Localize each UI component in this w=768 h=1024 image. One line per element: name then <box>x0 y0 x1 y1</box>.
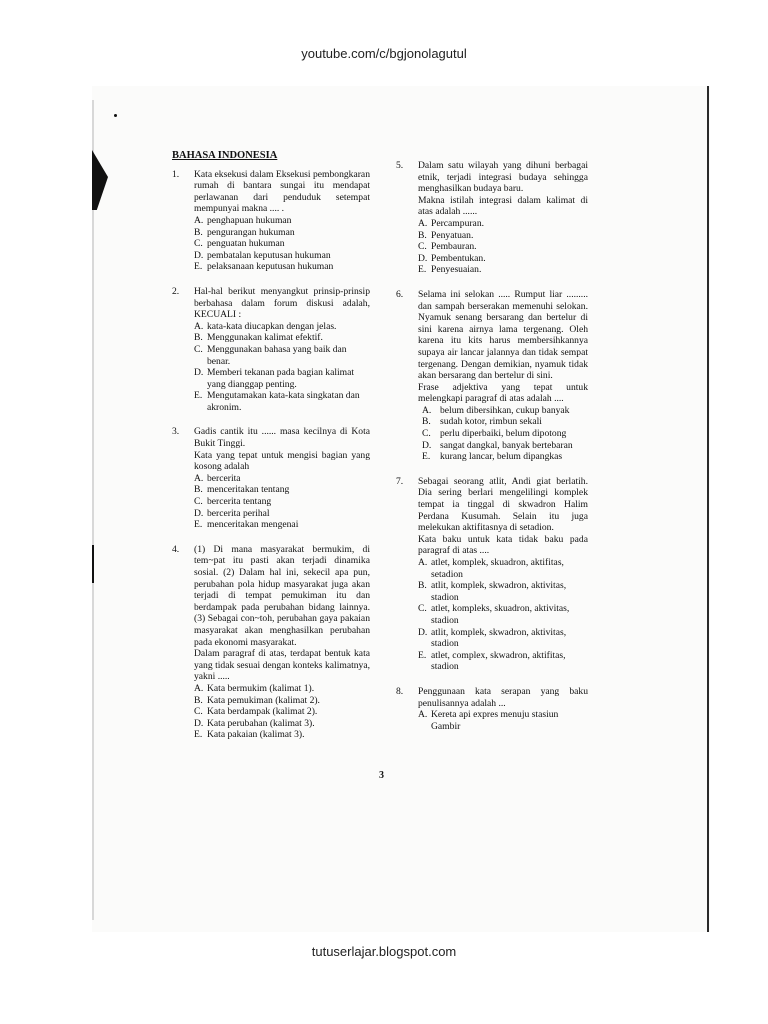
option-text: bercerita tentang <box>207 496 272 508</box>
page-edge-right <box>707 86 709 932</box>
question-body <box>194 426 370 530</box>
option-text: bercerita <box>207 472 241 484</box>
option-letter: B. <box>194 332 203 344</box>
question-item <box>172 286 370 414</box>
option-list <box>418 709 588 732</box>
page-number: 3 <box>379 770 384 781</box>
option-letter: B. <box>418 580 427 592</box>
stem-paragraph: Penggunaan kata serapan yang baku penulisannya adalah ... <box>418 685 588 709</box>
option-item <box>418 264 588 276</box>
option-letter: C. <box>418 603 427 615</box>
question-body <box>194 286 370 414</box>
option-text: belum dibersihkan, cukup banyak <box>440 404 570 416</box>
option-item <box>194 706 370 718</box>
option-text: penghapuan hukuman <box>207 214 292 226</box>
option-item <box>418 451 588 463</box>
option-item <box>418 557 588 580</box>
stem-paragraph: (1) Di mana masyarakat bermukim, di tem~pat itu pasti akan terjadi dinamika sosial. (2) Dalam hal ini, sekecil apa pun, perubahan pola hidup masyarakat juga akan terjadi di tempat pemukiman itu dan berdampak pada perubahan bidang lainnya. (3) Sebagai con~toh, perubahan gaya pakaian masyarakat akan menghasilkan perubahan pada ekonomi masyarakat. <box>194 543 370 648</box>
option-text: perlu diperbaiki, belum dipotong <box>440 428 567 440</box>
question-item <box>172 544 370 741</box>
question-item <box>172 169 370 273</box>
option-text: sangat dangkal, banyak bertebaran <box>440 439 573 451</box>
question-item <box>172 426 370 530</box>
option-letter: E. <box>194 261 203 273</box>
option-letter: A. <box>418 557 428 568</box>
option-text: Pembauran. <box>431 241 477 253</box>
question-number: 2. <box>172 285 180 297</box>
option-letter: D. <box>418 626 428 638</box>
option-item <box>194 683 370 695</box>
question-item <box>396 289 588 463</box>
option-letter: B. <box>422 416 431 428</box>
question-list-right <box>396 160 588 732</box>
option-list <box>194 473 370 531</box>
right-column <box>396 160 588 745</box>
option-item <box>418 253 588 265</box>
option-text: Memberi tekanan pada bagian kalimat yang dianggap penting. <box>207 367 355 390</box>
option-item <box>194 508 370 520</box>
option-text: atlet, kompleks, skuadron, aktivitas, stadion <box>431 603 570 626</box>
stem-paragraph: Dalam satu wilayah yang dihuni berbagai etnik, terjadi integrasi budaya sehingga menghasilkan budaya baru. <box>418 160 588 195</box>
option-text: atlet, complex, skwadron, aktifitas, stadion <box>431 649 566 673</box>
question-stem <box>194 426 370 472</box>
option-text: Kata pakaian (kalimat 3). <box>207 729 305 741</box>
option-letter: D. <box>194 249 204 261</box>
question-stem <box>418 476 588 557</box>
option-list <box>418 218 588 276</box>
option-item <box>418 580 588 603</box>
option-list <box>194 321 370 414</box>
ink-mark-margin <box>92 545 94 583</box>
option-item <box>418 709 588 732</box>
option-letter: C. <box>194 343 203 355</box>
option-letter: A. <box>418 217 428 229</box>
option-item <box>194 695 370 707</box>
question-stem <box>418 686 588 709</box>
question-body <box>418 686 588 732</box>
option-item <box>194 261 370 273</box>
stem-paragraph: Makna istilah integrasi dalam kalimat di atas adalah ...... <box>418 194 588 218</box>
stem-paragraph: Sebagai seorang atlit, Andi giat berlatih. Dia sering berlari mengelilingi komplek tempat ia tinggal di skwadron Halim Perdana Kusumah. Selain itu juga melekukan aktifitasnya di setadion. <box>418 475 588 534</box>
question-number: 6. <box>396 288 404 300</box>
option-text: menceritakan tentang <box>207 484 290 496</box>
option-item <box>194 321 370 333</box>
option-item <box>418 405 588 417</box>
question-list-left <box>172 169 370 741</box>
option-letter: A. <box>194 682 204 694</box>
question-number: 8. <box>396 685 404 697</box>
option-letter: E. <box>418 649 427 661</box>
option-letter: E. <box>418 264 427 276</box>
option-text: atlet, komplek, skuadron, aktifitas, setadion <box>431 557 564 580</box>
option-list <box>418 557 588 673</box>
option-letter: A. <box>418 709 428 721</box>
option-letter: D. <box>418 252 428 264</box>
option-item <box>194 519 370 531</box>
option-item <box>418 650 588 673</box>
question-stem <box>194 286 370 321</box>
option-item <box>194 332 370 344</box>
option-item <box>418 218 588 230</box>
option-list <box>194 215 370 273</box>
option-list <box>418 405 588 463</box>
option-text: Penyesuaian. <box>431 264 482 276</box>
option-text: Kereta api expres menuju stasiun Gambir <box>431 709 559 732</box>
option-letter: C. <box>194 496 203 508</box>
option-text: Kata bermukim (kalimat 1). <box>207 682 315 694</box>
option-text: sudah kotor, rimbun sekali <box>440 416 542 428</box>
watermark-bottom: tutuserlajar.blogspot.com <box>311 944 457 959</box>
question-number: 7. <box>396 475 404 487</box>
section-title: BAHASA INDONESIA <box>172 150 278 161</box>
option-letter: D. <box>194 367 204 379</box>
option-list <box>194 683 370 741</box>
option-text: Menggunakan kalimat efektif. <box>207 332 323 344</box>
option-text: Penyatuan. <box>431 229 474 241</box>
question-item <box>396 476 588 673</box>
option-letter: A. <box>194 320 204 332</box>
stem-paragraph: Kata baku untuk kata tidak baku pada paragraf di atas .... <box>418 533 588 557</box>
option-text: Percampuran. <box>431 217 485 229</box>
option-item <box>418 627 588 650</box>
option-item <box>418 230 588 242</box>
question-stem <box>194 169 370 215</box>
option-item <box>418 603 588 626</box>
question-stem <box>418 160 588 218</box>
option-letter: C. <box>194 238 203 250</box>
option-text: Kata berdampak (kalimat 2). <box>207 706 318 718</box>
option-item <box>194 215 370 227</box>
question-number: 3. <box>172 426 180 438</box>
option-text: pengurangan hukuman <box>207 226 295 238</box>
option-text: Kata perubahan (kalimat 3). <box>207 717 315 729</box>
question-number: 5. <box>396 160 404 171</box>
option-item <box>418 416 588 428</box>
option-item <box>194 367 370 390</box>
option-text: penguatan hukuman <box>207 238 285 250</box>
option-item <box>194 390 370 413</box>
stem-paragraph: Selama ini selokan ..... Rumput liar ......... dan sampah berserakan memenuhi selokan. Nyamuk senang bersarang dan bertelur di sini karena airnya lama tergenang. Oleh karena itu kits harus membersihkannya supaya air lancar jalannya dan tidak sempat tergenang. Dengan demikian, nyamuk tidak akan bersarang dan bertelur di sini. <box>418 288 588 382</box>
option-text: Pembentukan. <box>431 252 486 264</box>
question-stem <box>418 289 588 405</box>
option-item <box>194 484 370 496</box>
option-text: Kata pemukiman (kalimat 2). <box>207 694 320 706</box>
option-letter: B. <box>194 694 203 706</box>
option-text: menceritakan mengenai <box>207 519 299 531</box>
option-text: kurang lancar, belum dipangkas <box>440 451 563 463</box>
option-text: Menggunakan bahasa yang baik dan benar. <box>207 343 347 367</box>
ink-mark-dot <box>114 114 117 117</box>
option-letter: B. <box>194 484 203 496</box>
option-text: atlit, komplek, skwadron, aktivitas, stadion <box>431 580 567 603</box>
option-letter: E. <box>194 519 203 531</box>
left-column <box>172 150 370 754</box>
option-letter: D. <box>194 717 204 729</box>
question-body <box>418 476 588 673</box>
option-item <box>194 227 370 239</box>
question-body <box>194 544 370 741</box>
question-number: 4. <box>172 543 180 555</box>
option-letter: C. <box>422 428 431 440</box>
option-item <box>194 473 370 485</box>
question-stem <box>194 544 370 683</box>
option-letter: A. <box>422 404 432 416</box>
option-item <box>194 344 370 367</box>
option-text: Mengutamakan kata-kata singkatan dan akronim. <box>207 390 360 413</box>
stem-paragraph: Dalam paragraf di atas, terdapat bentuk kata yang tidak sesuai dengan konteks kalimatnya, yakni ..... <box>194 648 370 683</box>
option-text: kata-kata diucapkan dengan jelas. <box>207 320 337 332</box>
option-text: pelaksanaan keputusan hukuman <box>207 261 334 273</box>
option-item <box>418 241 588 253</box>
option-letter: C. <box>418 241 427 253</box>
option-letter: B. <box>418 229 427 241</box>
option-item <box>418 440 588 452</box>
option-item <box>194 238 370 250</box>
option-letter: E. <box>194 729 203 741</box>
option-letter: D. <box>194 507 204 519</box>
option-item <box>194 250 370 262</box>
option-letter: D. <box>422 439 432 451</box>
option-letter: B. <box>194 226 203 238</box>
question-body <box>418 289 588 463</box>
option-letter: E. <box>194 390 203 402</box>
stem-paragraph: Kata eksekusi dalam Eksekusi pembongkaran rumah di bantara sungai itu mendapat perlawanan dari penduduk setempat mempunyai makna .... . <box>194 168 370 215</box>
option-letter: C. <box>194 706 203 718</box>
option-text: bercerita perihal <box>207 507 270 519</box>
option-item <box>194 718 370 730</box>
question-body <box>418 160 588 276</box>
stem-paragraph: Hal-hal berikut menyangkut prinsip-prinsip berbahasa dalam forum diskusi adalah, KECUALI : <box>194 285 370 321</box>
stem-paragraph: Frase adjektiva yang tepat untuk melengkapi paragraf di atas adalah .... <box>418 381 588 405</box>
watermark-top: youtube.com/c/bgjonolagutul <box>301 46 467 61</box>
page-edge-left <box>92 100 94 920</box>
option-item <box>194 729 370 741</box>
option-item <box>418 428 588 440</box>
question-item <box>396 160 588 276</box>
option-letter: E. <box>422 451 431 463</box>
stem-paragraph: Kata yang tepat untuk mengisi bagian yang kosong adalah <box>194 449 370 473</box>
option-letter: A. <box>194 214 204 226</box>
stem-paragraph: Gadis cantik itu ...... masa kecilnya di Kota Bukit Tinggi. <box>194 426 370 450</box>
option-letter: A. <box>194 472 204 484</box>
option-text: atlit, komplek, skwadron, aktivitas, stadion <box>431 626 567 650</box>
question-body <box>194 169 370 273</box>
question-item <box>396 686 588 732</box>
question-number: 1. <box>172 168 180 180</box>
option-item <box>194 496 370 508</box>
option-text: pembatalan keputusan hukuman <box>207 249 331 261</box>
